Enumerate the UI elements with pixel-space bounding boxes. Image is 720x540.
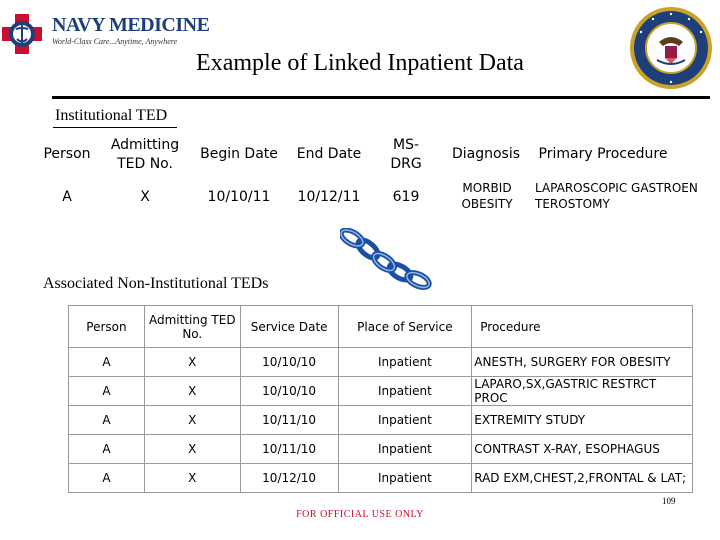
chain-link-icon [340, 228, 440, 294]
cell-procedure: RAD EXM,CHEST,2,FRONTAL & LAT; [472, 464, 693, 493]
page-title: Example of Linked Inpatient Data [196, 50, 524, 76]
cell-person: A [69, 464, 145, 493]
header-place-of-service: Place of Service [338, 306, 472, 348]
cell-person: A [69, 406, 145, 435]
cell-ted-no: X [144, 464, 240, 493]
cell-ted-no: X [144, 377, 240, 406]
header-end-date: End Date [296, 146, 362, 162]
header-person: Person [43, 146, 91, 162]
cell-place: Inpatient [338, 464, 472, 493]
table-row [69, 435, 693, 464]
cell-procedure: ANESTH, SURGERY FOR OBESITY [472, 348, 693, 377]
header-admitting-ted: Admitting TED No. [110, 137, 180, 172]
header-primary-procedure: Primary Procedure [538, 146, 668, 162]
cell-diagnosis: MORBID OBESITY [461, 181, 513, 211]
table-header-row [69, 306, 693, 348]
cell-ted-no: X [144, 348, 240, 377]
table-row [69, 406, 693, 435]
cell-service-date: 10/10/10 [240, 377, 338, 406]
logo-main-text: NAVY MEDICINE [52, 14, 210, 36]
cell-service-date: 10/12/10 [240, 464, 338, 493]
cell-person: A [69, 348, 145, 377]
header-person: Person [69, 306, 145, 348]
cell-person: A [69, 377, 145, 406]
navy-medicine-logo-icon [2, 14, 42, 54]
header-diagnosis: Diagnosis [451, 146, 521, 162]
non-institutional-table [68, 305, 693, 493]
cell-ted-no: X [144, 406, 240, 435]
non-institutional-section-title: Associated Non-Institutional TEDs [43, 275, 269, 292]
cell-ted-no: X [144, 435, 240, 464]
cell-ms-drg: 619 [392, 189, 420, 205]
cell-service-date: 10/10/10 [240, 348, 338, 377]
cell-end-date: 10/12/11 [297, 189, 361, 205]
department-of-navy-seal-icon [629, 6, 713, 90]
cell-person: A [62, 189, 72, 205]
classification-footer: FOR OFFICIAL USE ONLY [296, 509, 424, 520]
cell-service-date: 10/11/10 [240, 435, 338, 464]
header-admitting-ted: Admitting TED No. [144, 306, 240, 348]
cell-place: Inpatient [338, 406, 472, 435]
cell-place: Inpatient [338, 377, 472, 406]
table-row [69, 348, 693, 377]
header-service-date: Service Date [240, 306, 338, 348]
table-row [69, 377, 693, 406]
institutional-section-title: Institutional TED [55, 107, 168, 124]
cell-primary-procedure: LAPAROSCOPIC GASTROENTEROSTOMY [535, 181, 698, 211]
cell-person: A [69, 435, 145, 464]
cell-begin-date: 10/10/11 [207, 189, 271, 205]
header-procedure: Procedure [472, 306, 693, 348]
page-number: 109 [662, 496, 676, 506]
table-row [69, 464, 693, 493]
cell-procedure: EXTREMITY STUDY [472, 406, 693, 435]
cell-service-date: 10/11/10 [240, 406, 338, 435]
cell-ted-no: X [140, 189, 150, 205]
cell-place: Inpatient [338, 348, 472, 377]
cell-procedure: LAPARO,SX,GASTRIC RESTRCT PROC [472, 377, 693, 406]
title-divider [52, 96, 710, 99]
cell-procedure: CONTRAST X-RAY, ESOPHAGUS [472, 435, 693, 464]
logo-wordmark [52, 14, 209, 46]
header-ms-drg: MS-DRG [390, 137, 422, 172]
section-underline [53, 127, 177, 128]
cell-place: Inpatient [338, 435, 472, 464]
header-begin-date: Begin Date [200, 146, 278, 162]
logo-tagline: World-Class Care...Anytime, Anywhere [52, 37, 178, 46]
